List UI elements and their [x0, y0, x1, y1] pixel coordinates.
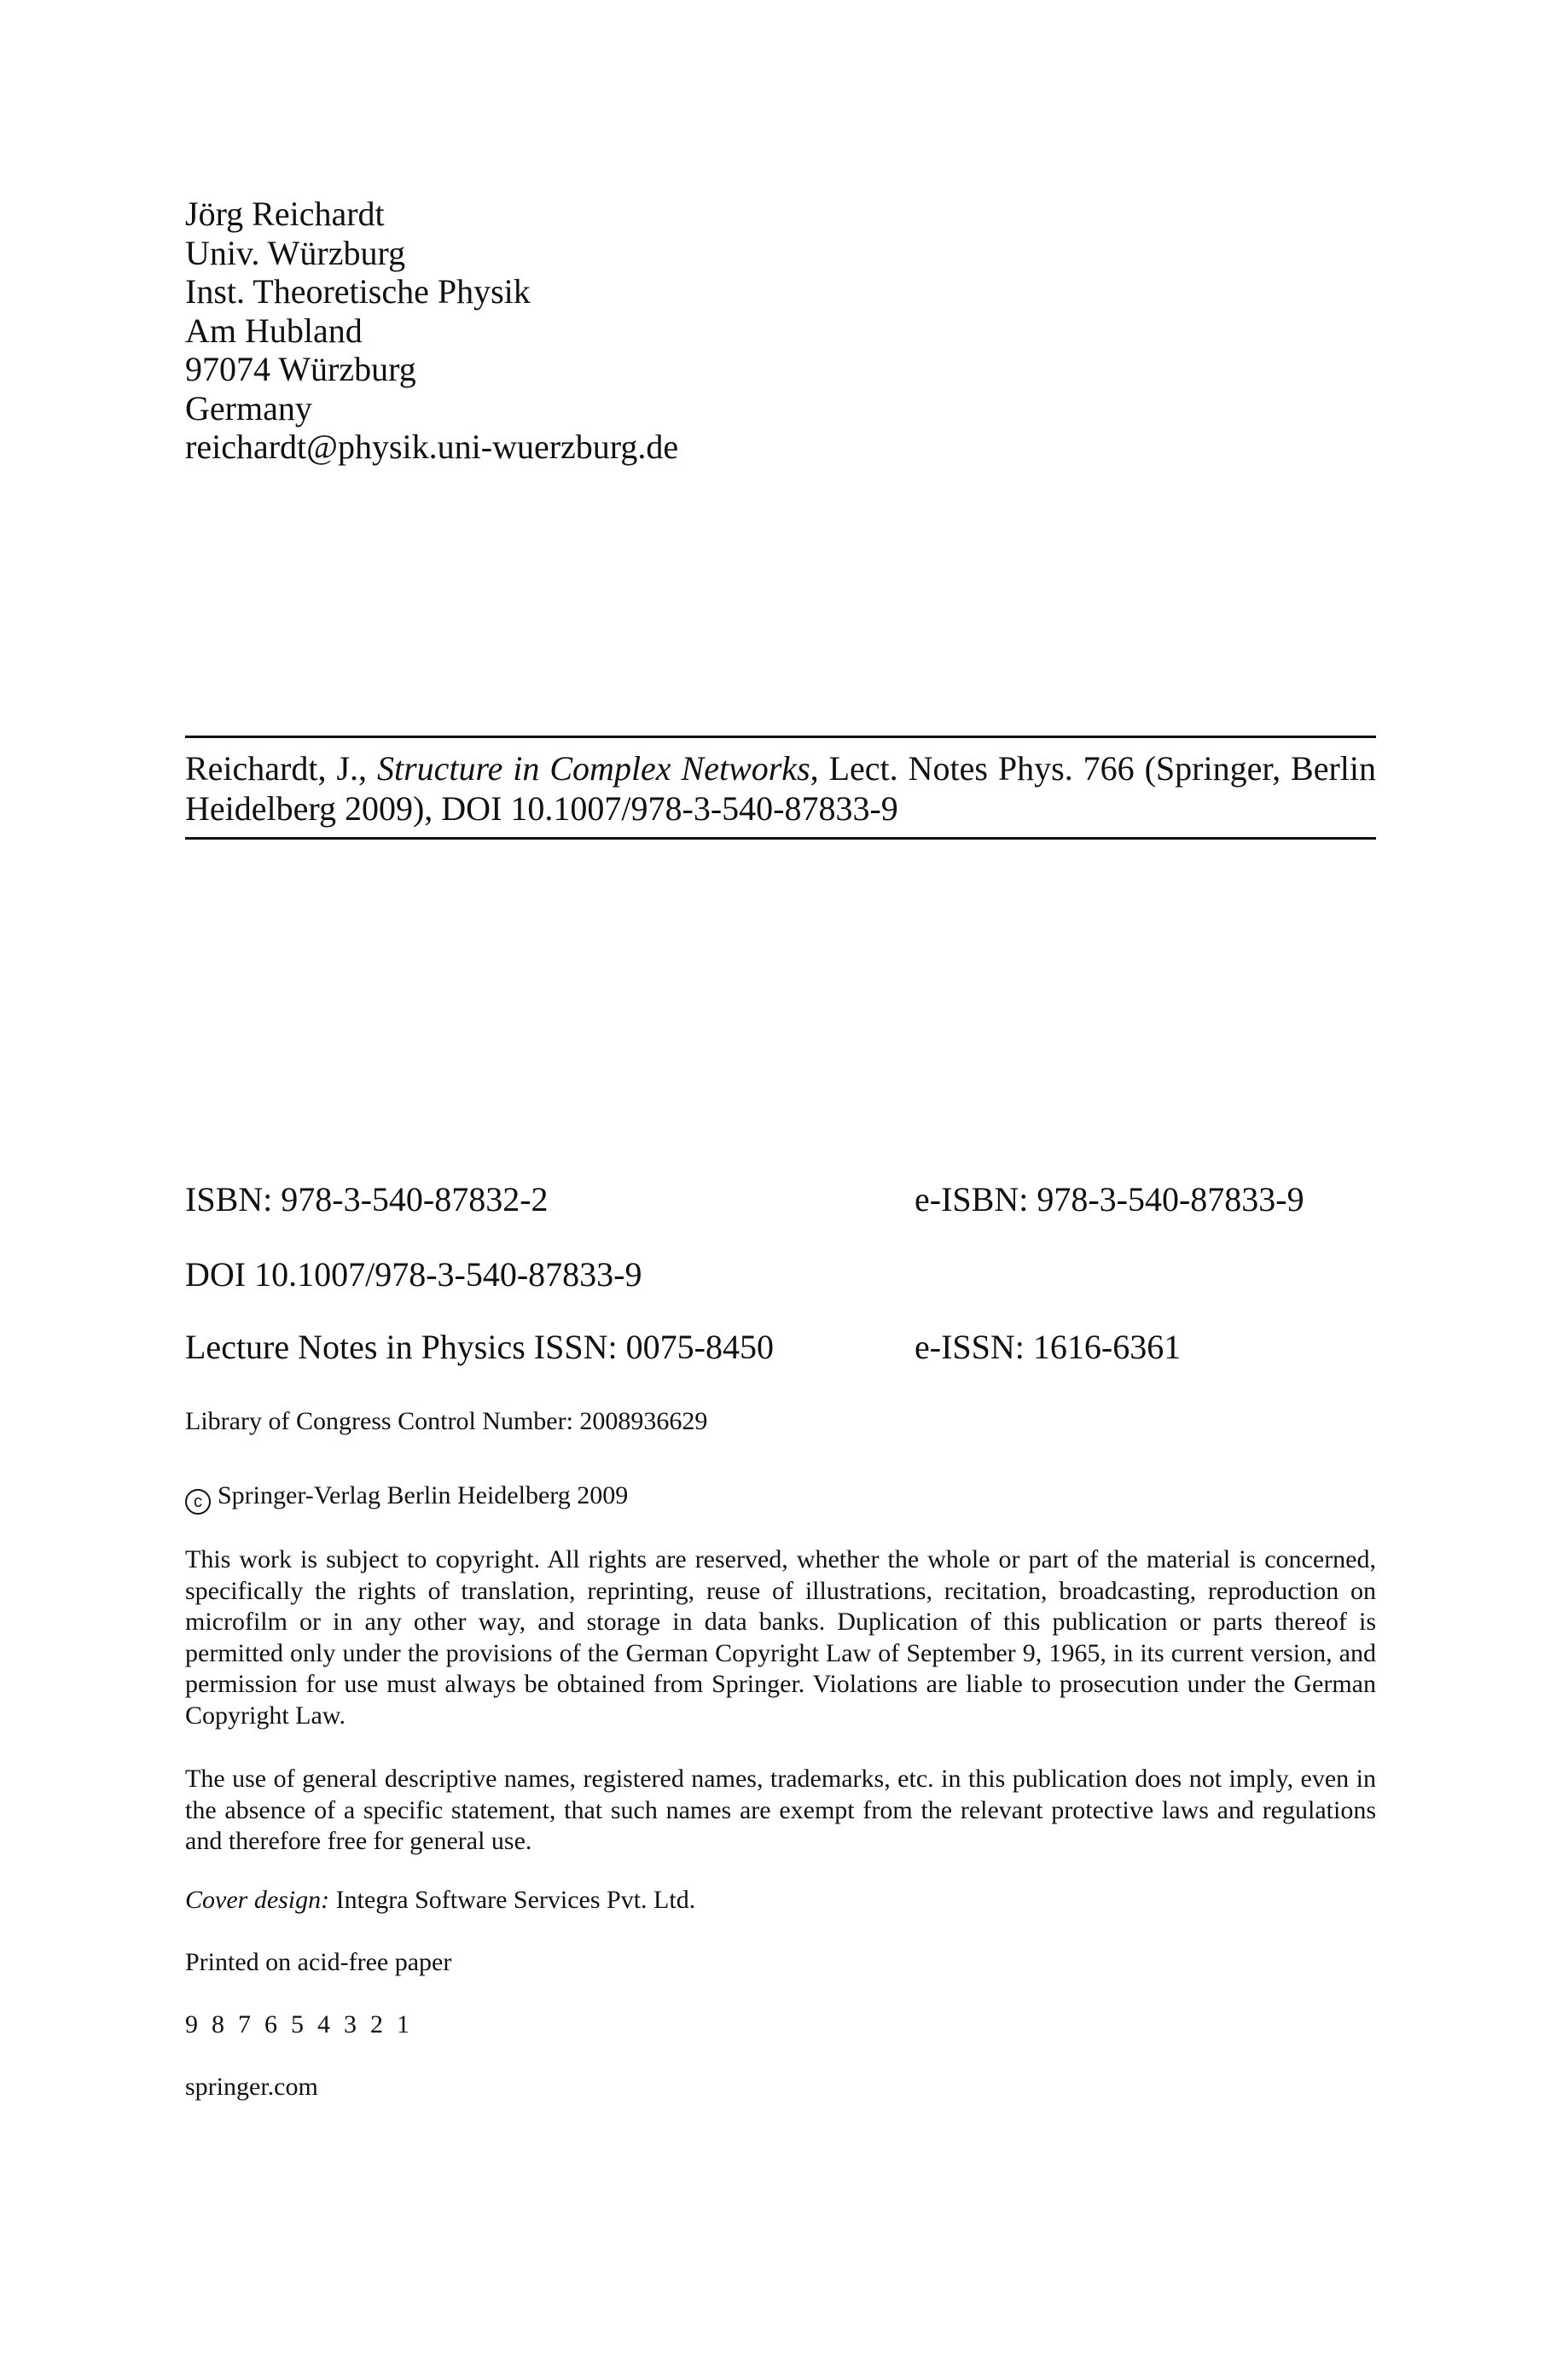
cover-design-label: Cover design:: [185, 1886, 330, 1914]
author-address: [185, 195, 1376, 467]
citation-prefix: Reichardt, J.,: [185, 749, 377, 788]
print-numbers: [185, 2009, 1376, 2040]
author-email: reichardt@physik.uni-wuerzburg.de: [185, 427, 679, 466]
author-university: Univ. Würzburg: [185, 233, 406, 272]
paper-note: Printed on acid-free paper: [185, 1948, 452, 1976]
author-name: Jörg Reichardt: [185, 195, 385, 233]
doi-row: [185, 1254, 1376, 1295]
print-number: 5: [291, 2010, 304, 2038]
citation-block: [185, 736, 1376, 840]
website-row: [185, 2072, 1376, 2102]
copyright-icon: c: [185, 1489, 211, 1515]
loc-row: [185, 1406, 1376, 1437]
copyright-holder: Springer-Verlag Berlin Heidelberg 2009: [218, 1481, 629, 1509]
publisher-website: springer.com: [185, 2073, 318, 2101]
isbn-row: [185, 1179, 1376, 1220]
author-institute: Inst. Theoretische Physik: [185, 272, 531, 311]
citation-suffix: , Lect. Notes Phys. 766 (Springer, Berlin Heidelberg 2009), DOI 10.1007/978-3-540-87833-9: [185, 749, 1377, 828]
author-country: Germany: [185, 388, 312, 427]
citation-title: Structure in Complex Networks: [376, 749, 810, 788]
print-number: 6: [264, 2010, 277, 2038]
print-number: 4: [317, 2010, 330, 2038]
print-number: 8: [212, 2010, 224, 2038]
author-street: Am Hubland: [185, 311, 363, 350]
print-number: 7: [238, 2010, 251, 2038]
copyright-notice: This work is subject to copyright. All rights are reserved, whether the whole or part of the material is concerned, specifically the rights of translation, reprinting, reuse of illustrations, recitation, broadcasting, reproduction on microfilm or in any other way, and storage in data banks. Duplication of this publication or parts thereof is permitted only under the provisions of the German Copyright Law of September 9, 1965, in its current version, and permission for use must always be obtained from Springer. Violations are liable to prosecution under the German Copyright Law.: [185, 1545, 1376, 1730]
cover-design-value: Integra Software Services Pvt. Ltd.: [329, 1886, 696, 1914]
series-issn: Lecture Notes in Physics ISSN: 0075-8450: [185, 1328, 774, 1366]
doi: DOI 10.1007/978-3-540-87833-9: [185, 1255, 642, 1294]
library-of-congress-number: Library of Congress Control Number: 2008936629: [185, 1407, 708, 1435]
e-isbn: e-ISBN: 978-3-540-87833-9: [915, 1180, 1304, 1218]
paper-row: [185, 1947, 1376, 1978]
citation-text: [185, 738, 1376, 837]
issn-row: [185, 1327, 1376, 1368]
print-number: 2: [370, 2010, 383, 2038]
cover-design-row: [185, 1885, 1376, 1916]
copyright-row: [185, 1480, 1376, 1515]
author-city: 97074 Würzburg: [185, 350, 416, 388]
print-number: 1: [397, 2010, 409, 2038]
print-number: 9: [185, 2010, 198, 2038]
citation-bottom-rule: [185, 837, 1376, 840]
print-number: 3: [344, 2010, 357, 2038]
trademark-notice: The use of general descriptive names, registered names, trademarks, etc. in this publication does not imply, even in the absence of a specific statement, that such names are exempt from the relevant protective laws and regulations and therefore free for general use.: [185, 1765, 1376, 1855]
isbn: ISBN: 978-3-540-87832-2: [185, 1180, 549, 1218]
e-issn: e-ISSN: 1616-6361: [915, 1328, 1182, 1366]
